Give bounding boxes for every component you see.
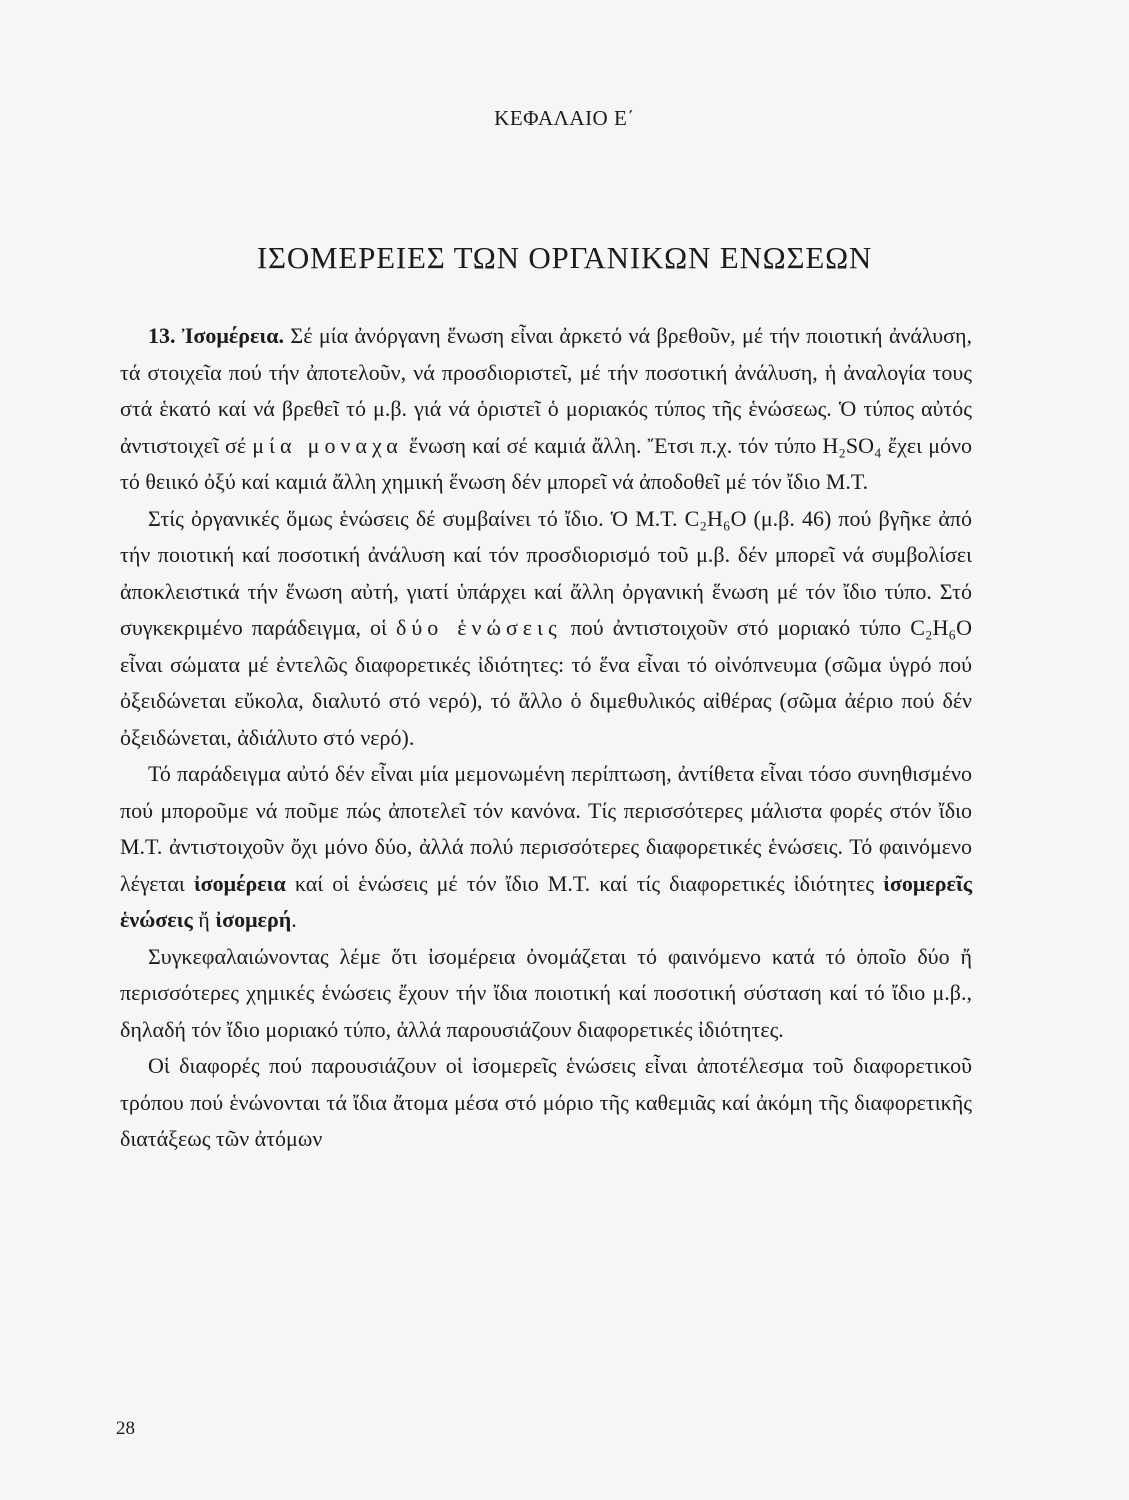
paragraph-5: Οἱ διαφορές πού παρουσιάζουν οἱ ἰσομερεῖς ἑνώσεις εἶναι ἀποτέλεσμα τοῦ διαφορετικοῦ τρόπου πού ἑνώνονται τά ἴδια ἄτομα μέσα στό μόριο τῆς καθεμιᾶς καί ἀκόμη τῆς διαφορετικῆς διατάξεως τῶν ἀτόμων: [120, 1053, 972, 1151]
body-text: [120, 318, 972, 1158]
paragraph-2: [120, 501, 972, 757]
p1-spaced-emphasis: μία μοναχα: [252, 432, 403, 458]
p2-spaced-emphasis: δύο ἑνώσεις: [395, 615, 562, 640]
p3-text-b: καί οἱ ἑνώσεις μέ τόν ἴδιο Μ.Τ. καί τίς διαφορετικές ἰδιότητες: [285, 870, 884, 896]
paragraph-4: Συγκεφαλαιώνοντας λέμε ὅτι ἰσομέρεια ὀνομάζεται τό φαινόμενο κατά τό ὁποῖο δύο ἤ περισσότερες χημικές ἑνώσεις ἔχουν τήν ἴδια ποιοτική καί ποσοτική σύσταση καί τό ἴδιο μ.β., δηλαδή τόν ἴδιο μοριακό τύπο, ἀλλά παρουσιάζουν διαφορετικές ἰδιότητες.: [120, 943, 972, 1042]
paragraph-3: [120, 756, 972, 939]
paragraph-1: [120, 318, 972, 501]
term-isomerism: ἰσομέρεια: [193, 870, 286, 896]
term-isomers: ἰσομερή: [215, 907, 292, 932]
p3-text-c: ἤ: [192, 907, 216, 932]
section-number-heading: 13. Ἰσομέρεια.: [148, 323, 285, 348]
p1-text-b: ἕνωση καί σέ καμιά ἄλλη. Ἔτσι π.χ. τόν τύπο H₂SO₄ ἔχει μόνο τό θειικό ὀξύ καί καμιά ἄλλη χημική ἕνωση δέν μπορεῖ νά ἀποδοθεῖ μέ τόν ἴδιο Μ.Τ.: [120, 432, 972, 494]
chapter-heading: ΚΕΦΑΛΑΙΟ Ε΄: [494, 106, 635, 130]
p1-text-a: Σέ μία ἀνόργανη ἕνωση εἶναι ἀρκετό νά βρεθοῦν, μέ τήν ποιοτική ἀνάλυση, τά στοιχεῖα πού τήν ἀποτελοῦν, νά προσδιοριστεῖ, μέ τήν ποσοτική ἀνάλυση, ἡ ἀναλογία τους στά ἑκατό καί νά βρεθεῖ τό μ.β. γιά νά ὁριστεῖ ὁ μοριακός τύπος τῆς ἑνώσεως. Ὁ τύπος αὐτός ἀντιστοιχεῖ σέ: [120, 323, 972, 458]
section-title: ΙΣΟΜΕΡΕΙΕΣ ΤΩΝ ΟΡΓΑΝΙΚΩΝ ΕΝΩΣΕΩΝ: [256, 240, 873, 275]
term-isomeric-compounds: ἰσομερεῖς ἑνώσεις: [120, 870, 972, 932]
p3-text-d: .: [291, 907, 297, 932]
page-number: 28: [116, 1418, 135, 1439]
p2-text-b: πού ἀντιστοιχοῦν στό μοριακό τύπο C₂H₆O εἶναι σώματα μέ ἐντελῶς διαφορετικές ἰδιότητες: τό ἕνα εἶναι τό οἰνόπνευμα (σῶμα ὑγρό πού ὀξειδώνεται εὔκολα, διαλυτό στό νερό), τό ἄλλο ὁ διμεθυλικός αἰθέρας (σῶμα ἀέριο πού δέν ὀξειδώνεται, ἀδιάλυτο στό νερό).: [120, 615, 972, 750]
p3-text-a: Τό παράδειγμα αὐτό δέν εἶναι μία μεμονωμένη περίπτωση, ἀντίθετα εἶναι τόσο συνηθισμένο πού μποροῦμε νά ποῦμε πώς ἀποτελεῖ τόν κανόνα. Τίς περισσότερες μάλιστα φορές στόν ἴδιο Μ.Τ. ἀντιστοιχοῦν ὄχι μόνο δύο, ἀλλά πολύ περισσότερες διαφορετικές ἑνώσεις. Τό φαινόμενο λέγεται: [120, 761, 972, 896]
p2-text-a: Στίς ὀργανικές ὅμως ἑνώσεις δέ συμβαίνει τό ἴδιο. Ὁ Μ.Τ. C₂H₆O (μ.β. 46) πού βγῆκε ἀπό τήν ποιοτική καί ποσοτική ἀνάλυση καί τόν προσδιορισμό τοῦ μ.β. δέν μπορεῖ νά συμβολίσει ἀποκλειστικά τήν ἕνωση αὐτή, γιατί ὑπάρχει καί ἄλλη ὀργανική ἕνωση μέ τόν ἴδιο τύπο. Στό συγκεκριμένο παράδειγμα, οἱ: [120, 505, 973, 640]
